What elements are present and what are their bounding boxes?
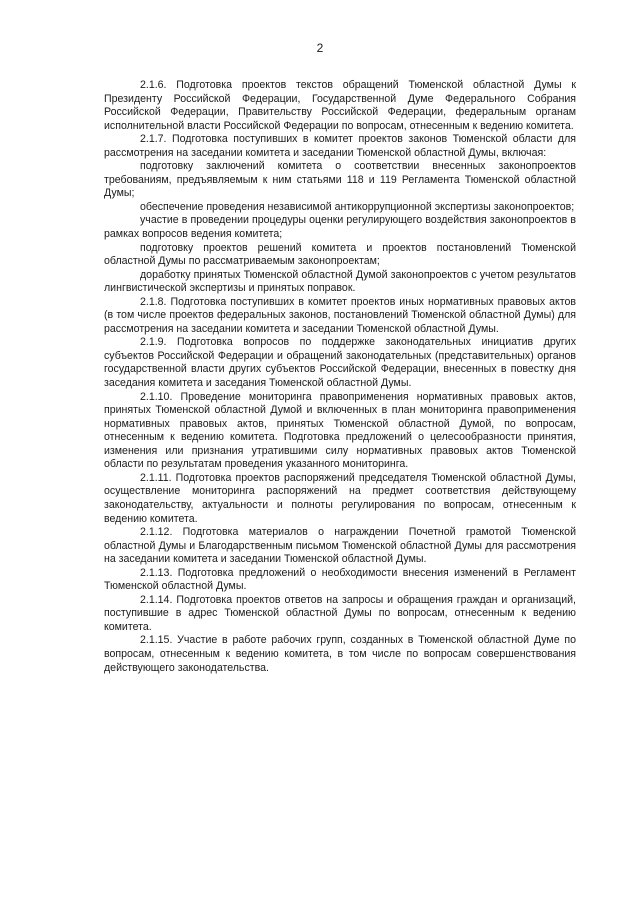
paragraph-2-1-14: 2.1.14. Подготовка проектов ответов на запросы и обращения граждан и организаций, поступившие в адрес Тюменской областной Думы по вопросам, отнесенным к ведению комитета. [104, 593, 576, 633]
paragraph-2-1-9: 2.1.9. Подготовка вопросов по поддержке законодательных инициатив других субъектов Российской Федерации и обращений законодательных (представительных) органов государственной власти других субъектов Российской Федерации, внесенных в повестку дня заседания комитета и заседания Тюменской областной Думы. [104, 336, 576, 390]
paragraph-2-1-7-item-conclusions: подготовку заключений комитета о соответствии внесенных законопроектов требованиям, предъявляемым к ним статьями 118 и 119 Регламента Тюменской областной Думы; [104, 160, 576, 200]
paragraph-2-1-6: 2.1.6. Подготовка проектов текстов обращений Тюменской областной Думы к Президенту Российской Федерации, Государственной Думе Федерального Собрания Российской Федерации, Правительству Российской Федерации, федеральным органам исполнительной власти Российской Федерации по вопросам, отнесенным к ведению комитета. [104, 79, 576, 132]
document-body [104, 79, 576, 675]
paragraph-2-1-7-item-anticorruption: обеспечение проведения независимой антикоррупционной экспертизы законопроектов; [140, 200, 575, 213]
paragraph-2-1-8: 2.1.8. Подготовка поступивших в комитет проектов иных нормативных правовых актов (в том числе проектов федеральных законов, постановлений Тюменской областной Думы) для рассмотрения на заседании комитета и заседании Тюменской областной Думы. [104, 295, 576, 335]
paragraph-2-1-11: 2.1.11. Подготовка проектов распоряжений председателя Тюменской областной Думы, осуществление мониторинга распоряжений на предмет соответствия действующему законодательству, актуальности и полноты регулирования по вопросам, отнесенным к ведению комитета. [104, 471, 576, 525]
paragraph-2-1-13: 2.1.13. Подготовка предложений о необходимости внесения изменений в Регламент Тюменской областной Думы. [104, 566, 576, 593]
paragraph-2-1-15: 2.1.15. Участие в работе рабочих групп, созданных в Тюменской областной Думе по вопросам, отнесенным к ведению комитета, в том числе по вопросам совершенствования действующего законодательства. [104, 634, 576, 674]
paragraph-2-1-10: 2.1.10. Проведение мониторинга правоприменения нормативных правовых актов, принятых Тюменской областной Думой и включенных в план мониторинга правоприменения нормативных правовых актов, принятых Тюменской областной Думой, по вопросам, отнесенным к ведению комитета. Подготовка предложений о целесообразности принятия, изменения или признания утратившими силу нормативных правовых актов Тюменской области по результатам проведения указанного мониторинга. [104, 390, 576, 471]
paragraph-2-1-7: 2.1.7. Подготовка поступивших в комитет проектов законов Тюменской области для рассмотрения на заседании комитета и заседании Тюменской областной Думы, включая: [104, 133, 576, 159]
page-number: 2 [316, 41, 324, 55]
paragraph-2-1-7-item-revision: доработку принятых Тюменской областной Думой законопроектов с учетом результатов лингвистической экспертизы и принятых поправок. [104, 268, 576, 295]
paragraph-2-1-12: 2.1.12. Подготовка материалов о награждении Почетной грамотой Тюменской областной Думы и Благодарственным письмом Тюменской областной Думы для рассмотрения на заседании комитета и заседании Тюменской областной Думы. [104, 526, 576, 566]
paragraph-2-1-7-item-draft-decisions: подготовку проектов решений комитета и проектов постановлений Тюменской областной Думы по рассматриваемым законопроектам; [104, 241, 576, 268]
paragraph-2-1-7-item-regulatory-impact: участие в проведении процедуры оценки регулирующего воздействия законопроектов в рамках вопросов ведения комитета; [104, 214, 576, 241]
